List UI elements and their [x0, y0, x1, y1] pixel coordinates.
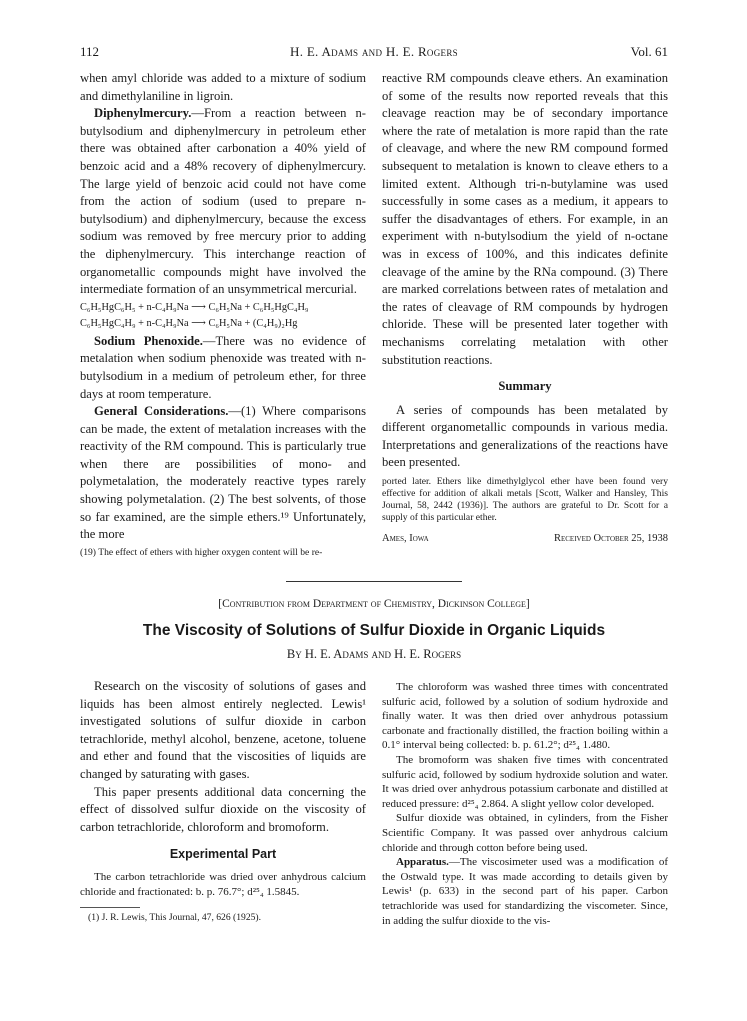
volume-label: Vol. 61: [630, 44, 668, 59]
equation-1: C₆H₅HgC₆H₅ + n-C₄H₉Na ⟶ C₆H₅Na + C₆H₅HgC₄H₉: [80, 301, 309, 313]
paragraph-text: —From a reaction between n-butylsodium and diphenylmercury in petroleum ether there was obtained after carbonation a 40% yield of benzoic acid and a 48% recovery of diphenylmercury. The large yield of benzoic acid could not have come from the action of sodium (used to prepare n-butylsodium) and diphenylmercury, because the excess sodium was removed by free mercury prior to adding the diphenylmercury. This interchange reaction of organometallic compounds might have involved the intermediate formation of an unsymmetrical mercurial.: [80, 106, 366, 297]
footnote-continuation: ported later. Ethers like dimethylglycol ether have been found very effective for addition of alkali metals [Scott, Walker and Hansley, This Journal, 58, 2442 (1936)]. The authors are grateful to Dr. Scott for a supply of this particular ether.: [382, 476, 668, 524]
paragraph-general-considerations: [80, 403, 366, 544]
received-date: Received October 25, 1938: [553, 533, 668, 545]
top-right-column: [382, 70, 668, 548]
apparatus-paragraph: [382, 855, 668, 928]
paragraph-text: —There was no evidence of metalation when sodium phenoxide was treated with n-butylsodium in a medium of petroleum ether, for three days at room temperature.: [80, 333, 367, 401]
place: Ames, Iowa: [382, 533, 429, 545]
run-in-heading: Sodium Phenoxide.: [94, 333, 203, 348]
intro-paragraph: Research on the viscosity of solutions of gases and liquids has been almost entirely neglected. Lewis¹ investigated solutions of sulfur dioxide in carbon tetrachloride, methyl alcohol, benzene, acetone, toluene and ether and found that the viscosities of liquids are changed by saturating with gases.: [80, 679, 366, 781]
footnote-rule: [80, 907, 140, 908]
chloroform-paragraph: The chloroform was washed three times with concentrated sulfuric acid, followed by a solution of sodium hydroxide and finally water. It was then dried over anhydrous potassium carbonate and fractionally distilled, the fraction boiling within a 0.1° interval being collected: b. p. 61.2°; d²⁵₄ 1.480.: [382, 681, 668, 752]
article-right-column: [382, 680, 668, 928]
paragraph-sodium-phenoxide: [80, 333, 366, 403]
paragraph-text: —The viscosimeter used was a modification of the Ostwald type. It was made according to details given by Lewis¹ (p. 633) in the second part of his paper. Carbon tetrachloride was used for standardizing the viscometer. Since, in adding the sulfur dioxide to the vis-: [382, 856, 668, 927]
article-divider: [286, 581, 462, 582]
paragraph: reactive RM compounds cleave ethers. An examination of some of the results now reported reveals that this cleavage reaction may be of secondary importance where the rate of metalation is more rapid than the rate of cleavage, and where the new RM compound formed subsequent to metalation is known to cleave ethers to a limited extent. Although tri-n-butylamine was used successfully in some cases as a medium, it appears to suffer the disadvantages of ethers. For example, in an experiment with n-butylsodium the yield of n-octane was in excess of 100%, and this indicates definite cleavage of the amine by the RNa compound. (3) There are marked correlations between rates of metalation and the rates of cleavage of RM compounds by hydrogen chloride. These will be presented later together with mechanisms correlating metalation with other substitution reactions.: [382, 71, 668, 367]
footnote-1: (1) J. R. Lewis, This Journal, 47, 626 (1925).: [88, 912, 262, 924]
top-left-column: [80, 70, 366, 559]
article-title: The Viscosity of Solutions of Sulfur Dioxide in Organic Liquids: [142, 622, 606, 639]
dateline: [382, 530, 668, 548]
byline: By H. E. Adams and H. E. Rogers: [286, 647, 462, 661]
paragraph-text: —(1) Where comparisons can be made, the extent of metalation increases with the reactivity of the RM compound. This is particularly true when there are possibilities of mono- and polymetalation, the moderately reactive types rarely showing polymetalation. (2) The best solvents, of those so far examined, are the simple ethers.¹⁹ Unfortunately, the more: [80, 404, 366, 542]
article-left-column: [80, 678, 366, 924]
equation-2: C₆H₅HgC₄H₉ + n-C₄H₉Na ⟶ C₆H₅Na + (C₄H₉)₂Hg: [80, 317, 298, 329]
sulfur-dioxide-paragraph: Sulfur dioxide was obtained, in cylinders, from the Fisher Scientific Company. It was passed over anhydrous calcium chloride and through cotton before being used.: [382, 812, 668, 854]
footnote-19: (19) The effect of ethers with higher oxygen content will be re-: [80, 546, 323, 558]
experimental-heading: Experimental Part: [169, 847, 277, 862]
page-number: 112: [80, 44, 100, 59]
run-in-heading: General Considerations.: [94, 404, 229, 419]
intro-paragraph-2: This paper presents additional data concerning the effect of dissolved sulfur dioxide on the viscosity of carbon tetrachloride, chloroform and bromoform.: [80, 784, 366, 834]
paragraph: when amyl chloride was added to a mixture of sodium and dimethylaniline in ligroin.: [80, 71, 366, 103]
paragraph-diphenylmercury: [80, 105, 366, 299]
contribution-line: [Contribution from Department of Chemistry, Dickinson College]: [218, 598, 530, 610]
run-in-heading: Apparatus.: [396, 856, 449, 869]
bromoform-paragraph: The bromoform was shaken five times with concentrated sulfuric acid, followed by sodium hydroxide solution and water. It was dried over anhydrous potassium carbonate and distilled at reduced pressure: d²⁵₄ 2.864. A slight yellow color developed.: [382, 753, 668, 810]
summary-text: A series of compounds has been metalated by different organometallic compounds in various media. Interpretations and generalizations of the reactions have been presented.: [382, 402, 668, 470]
running-authors: H. E. Adams and H. E. Rogers: [290, 44, 458, 59]
run-in-heading: Diphenylmercury.: [94, 106, 192, 121]
summary-heading: Summary: [498, 379, 552, 394]
experimental-paragraph: The carbon tetrachloride was dried over anhydrous calcium chloride and fractionated: b. p. 76.7°; d²⁵₄ 1.5845.: [80, 870, 366, 898]
